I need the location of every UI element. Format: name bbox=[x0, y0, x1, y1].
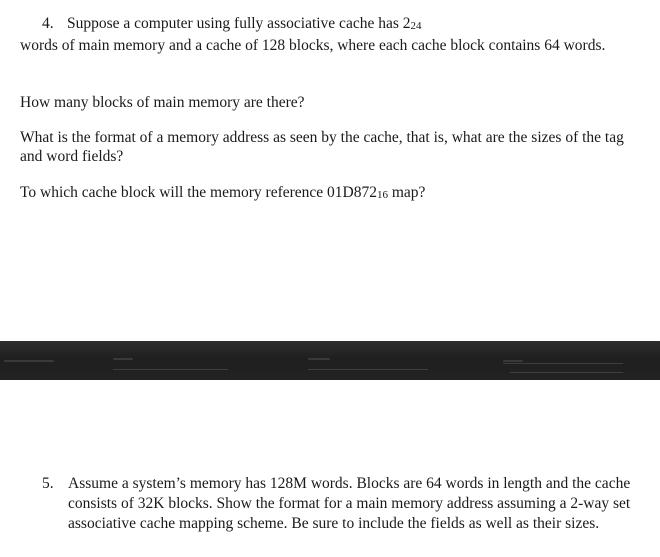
question-5 bbox=[42, 474, 632, 534]
faint-text-smudge bbox=[4, 360, 54, 362]
question-4-intro: Suppose a computer using fully associative cache has 2 bbox=[67, 15, 411, 32]
question-4-part-c bbox=[20, 183, 640, 205]
faint-text-smudge bbox=[308, 358, 330, 360]
faint-rule bbox=[503, 363, 623, 364]
question-4-first-line bbox=[20, 14, 640, 36]
question-4-part-a: How many blocks of main memory are there? bbox=[20, 94, 305, 111]
question-4 bbox=[20, 14, 640, 55]
faint-rule bbox=[308, 369, 428, 370]
question-4-part-c-base: 16 bbox=[377, 189, 388, 201]
question-4-exponent: 24 bbox=[410, 20, 422, 32]
question-4-part-c-end: map? bbox=[388, 184, 426, 201]
faint-rule bbox=[510, 372, 623, 373]
dark-separator-band bbox=[0, 341, 660, 380]
question-4-part-b: What is the format of a memory address as seen by the cache, that is, what are the sizes of the tag and word fields? bbox=[20, 129, 624, 165]
question-5-text: Assume a system’s memory has 128M words. Blocks are 64 words in length and the cache consists of 32K blocks. Show the format for a main memory address assuming a 2-way set associative cache mapping scheme. Be sure to include the fields as well as their sizes. bbox=[68, 475, 631, 532]
question-4-number: 4. bbox=[42, 15, 54, 32]
question-4-part-c-text: To which cache block will the memory reference 01D872 bbox=[20, 184, 377, 201]
faint-rule bbox=[113, 369, 228, 370]
faint-text-smudge bbox=[503, 360, 523, 362]
question-5-number: 5. bbox=[42, 475, 54, 492]
faint-text-smudge bbox=[113, 358, 133, 360]
question-4-continuation: words of main memory and a cache of 128 blocks, where each cache block contains 64 words. bbox=[20, 37, 606, 54]
